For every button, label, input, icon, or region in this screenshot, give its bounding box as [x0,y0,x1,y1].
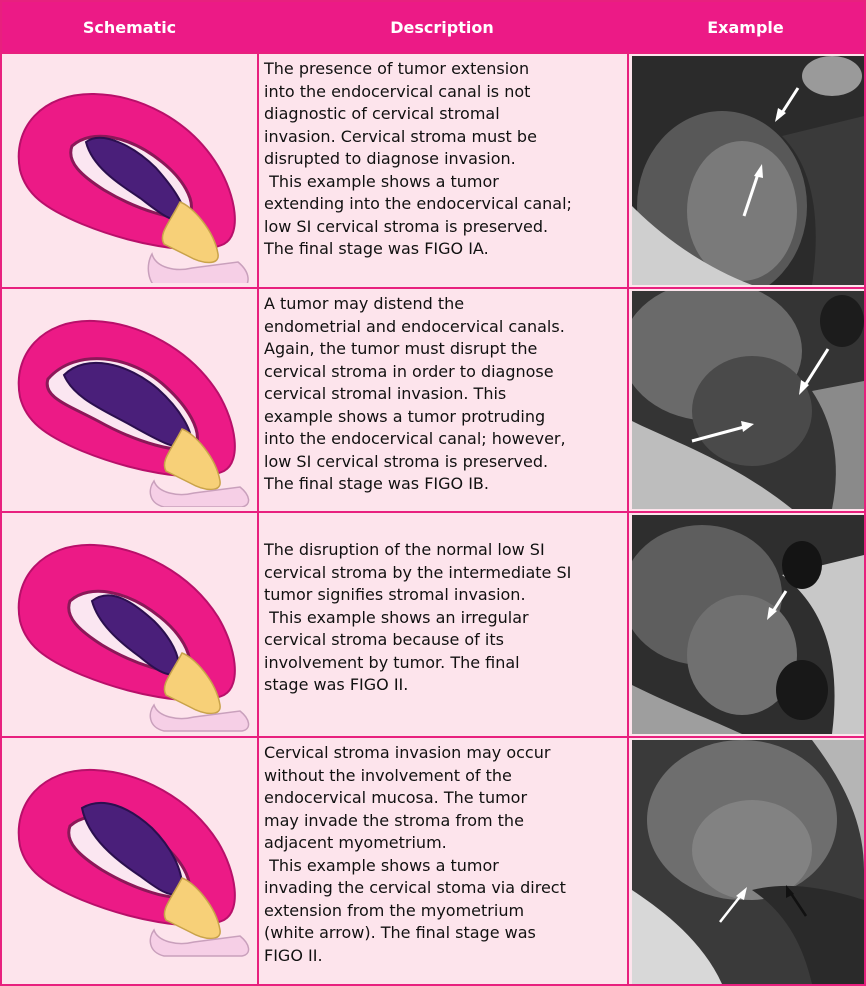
schematic-diagram [6,293,256,507]
schematic-diagram [6,517,256,732]
table-header [2,2,864,52]
column-divider [257,52,259,984]
schematic-diagram [6,742,256,957]
mri-example-image [632,515,864,734]
mri-example-image [632,56,864,285]
table-row [2,736,864,984]
schematic-diagram [6,58,256,283]
header-schematic: Schematic [82,17,177,37]
column-divider [627,52,629,984]
row-description: Cervical stroma invasion may occur without the involvement of the endocervical mucosa. The tumor may invade the stroma from the adjacent myometrium. This example shows a tumor invading the cervical stoma via direct extension from the myometrium (white arrow). The final stage was FIGO II. [264,743,566,965]
row-description: The presence of tumor extension into the endocervical canal is not diagnostic of cervical stromal invasion. Cervical stroma must be disrupted to diagnose invasion. This example shows a tumor extending into the endocervical canal; low SI cervical stroma is preserved. The final stage was FIGO IA. [264,59,572,258]
mri-example-image [632,740,864,982]
table-row [2,52,864,287]
table-row [2,287,864,511]
row-description: A tumor may distend the endometrial and endocervical canals. Again, the tumor must disrupt the cervical stroma in order to diagnose cervical stromal invasion. This example shows a tumor protruding into the endocervical canal; however, low SI cervical stroma is preserved. The final stage was FIGO IB. [264,294,566,493]
mri-example-image [632,291,864,509]
header-description: Description [390,17,494,37]
header-example: Example [707,17,784,37]
table-row [2,511,864,736]
row-description: The disruption of the normal low SI cervical stroma by the intermediate SI tumor signifies stromal invasion. This example shows an irregular cervical stroma because of its involvement by tumor. The final stage was FIGO II. [264,540,572,694]
